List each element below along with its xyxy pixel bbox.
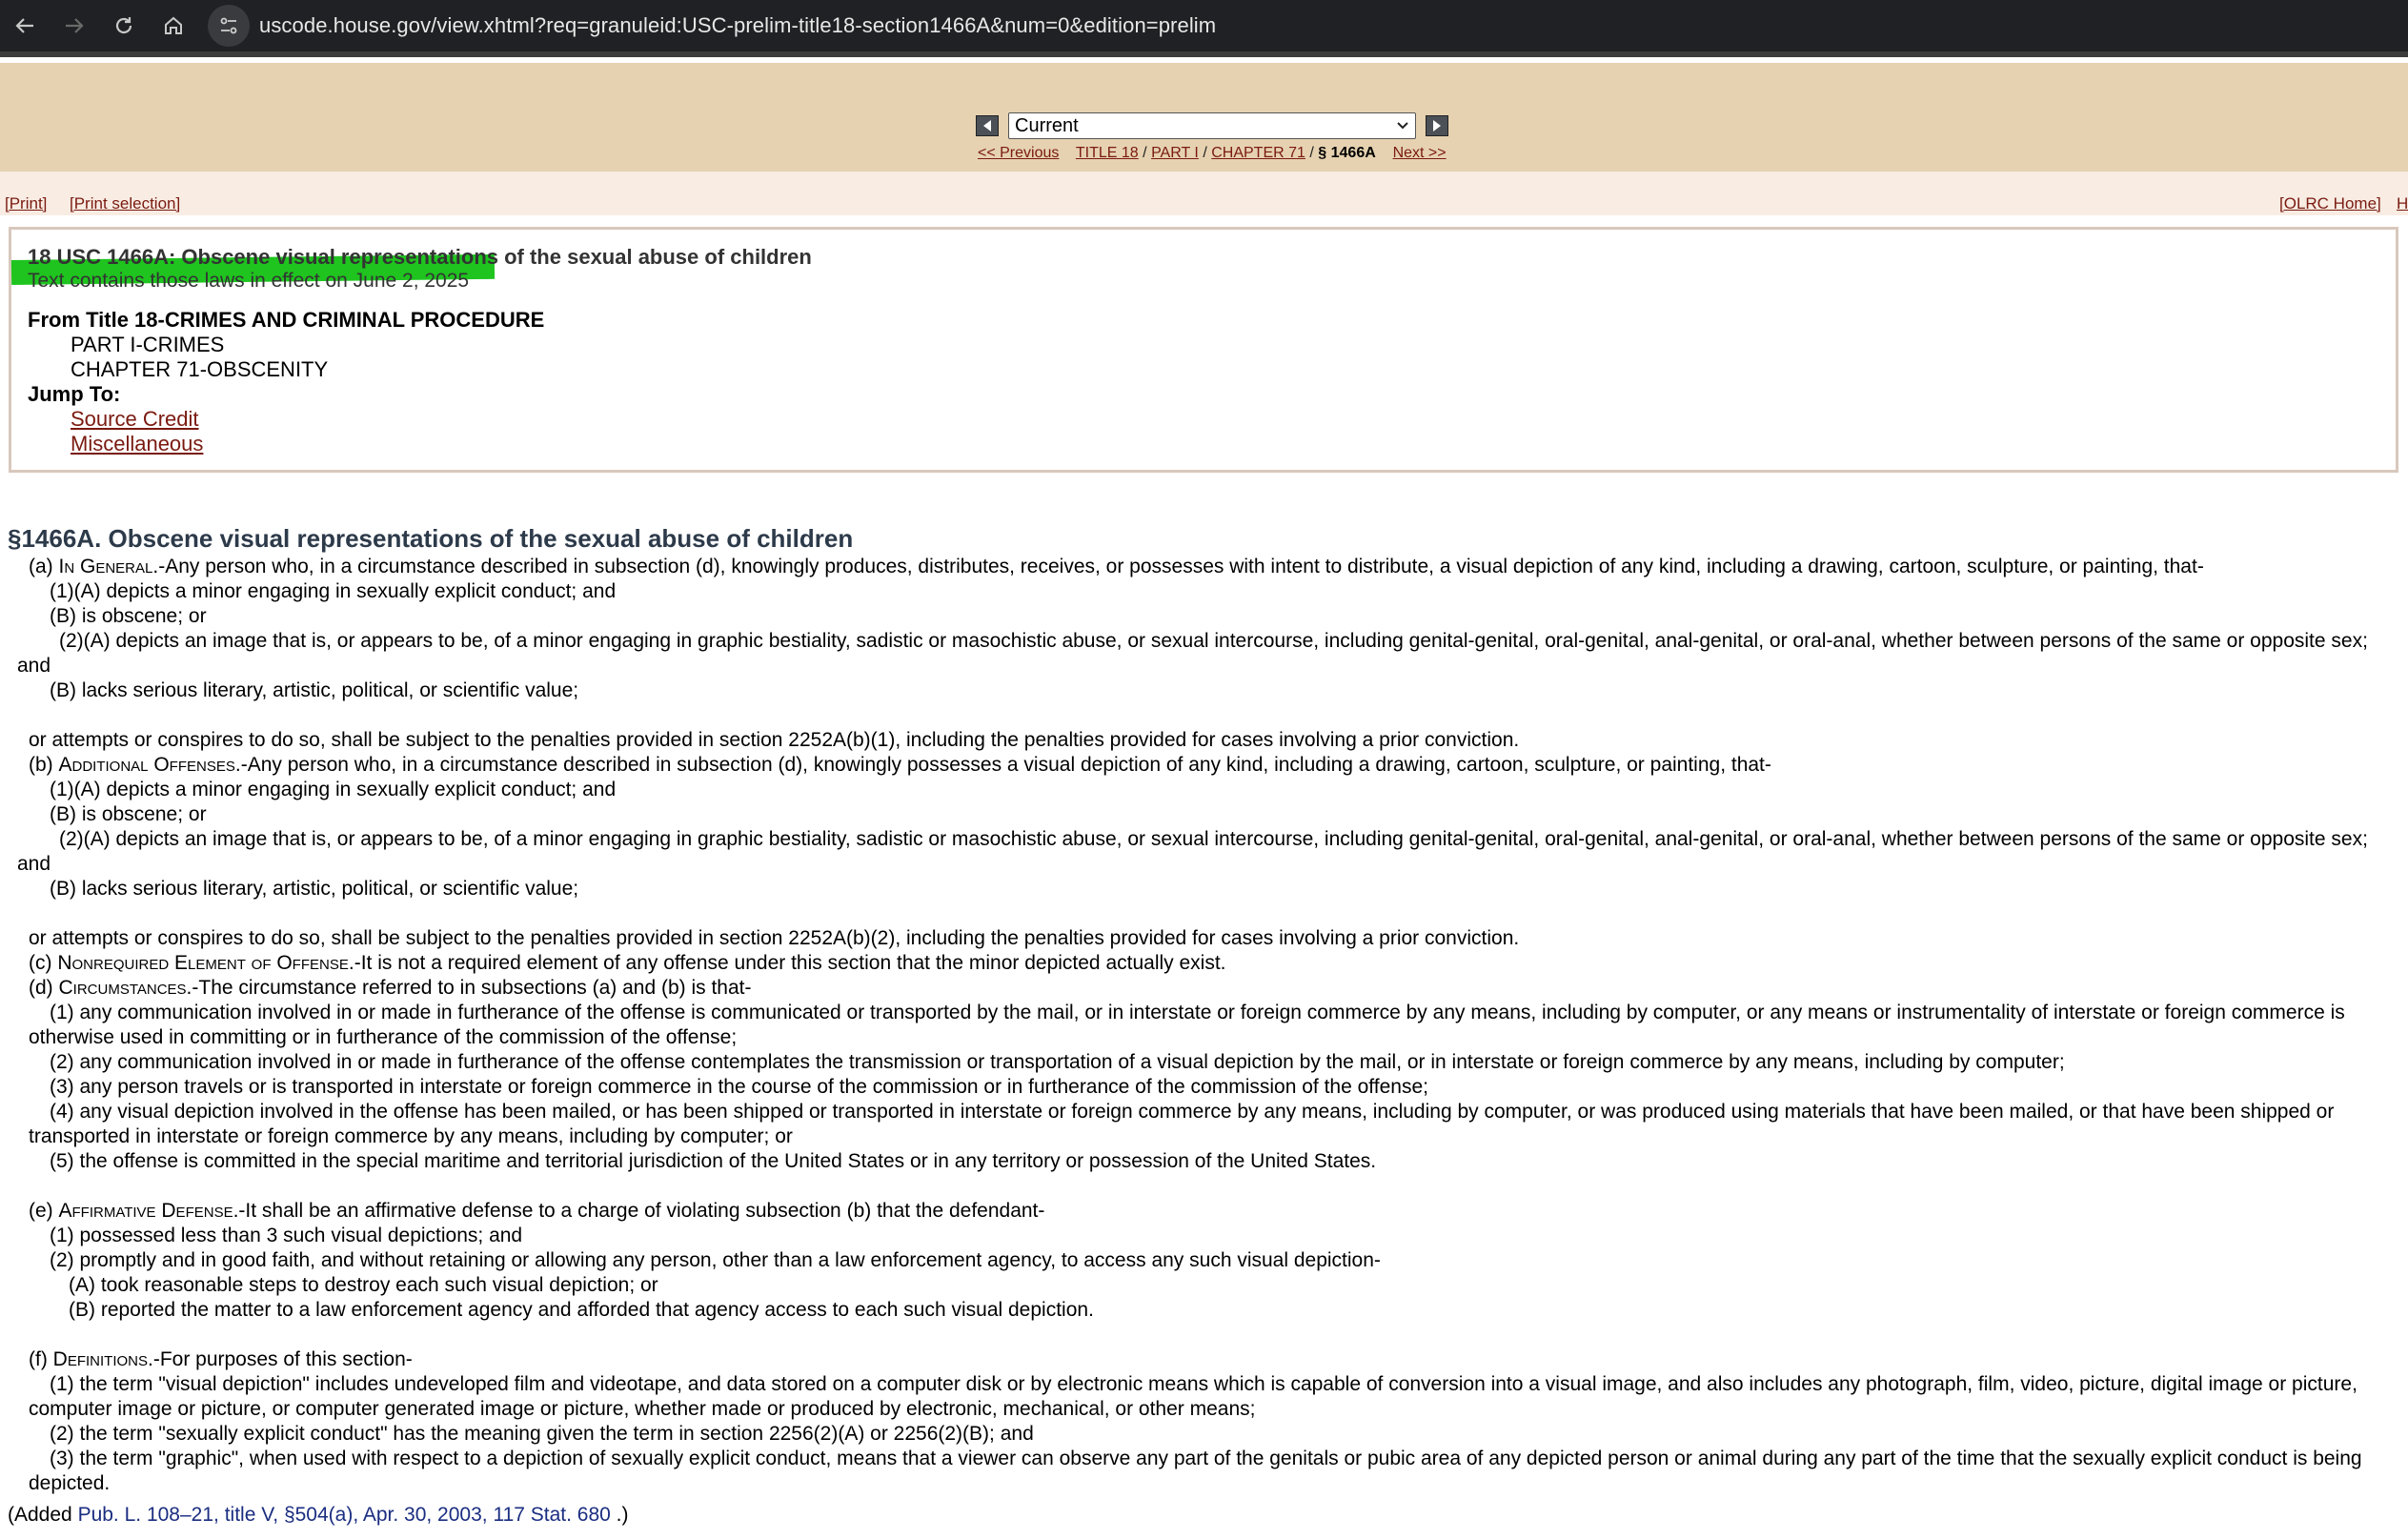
subsection-label: (c) [29, 952, 58, 974]
statute-text [8, 555, 2399, 1496]
subsection-text: -The circumstance referred to in subsections (a) and (b) is that- [192, 977, 752, 999]
chapter-heading: CHAPTER 71-OBSCENITY [71, 357, 329, 381]
source-credit-open: (Added [8, 1504, 78, 1526]
edition-select-value: Current [1015, 114, 1079, 136]
olrc-home-link[interactable]: [OLRC Home] [2279, 194, 2381, 213]
effective-date-note: Text contains those laws in effect on June 2, 2025 [28, 270, 470, 292]
subsection-label: (a) [29, 556, 59, 577]
paragraph: (2) any communication involved in or made in furtherance of the offense contemplates the transmission or transportation of a visual depiction by the mail, or in interstate or foreign commerce by any means, including by computer; [50, 1051, 2065, 1073]
subsection-heading: Definitions. [52, 1348, 153, 1370]
previous-edition-button[interactable] [976, 115, 999, 136]
previous-section-link[interactable]: << Previous [978, 145, 1060, 161]
address-bar[interactable]: uscode.house.gov/view.xhtml?req=granuleid:USC-prelim-title18-section1466A&num=0&edition=prelim [259, 13, 1217, 37]
breadcrumb-separator: / [1143, 145, 1147, 161]
paragraph: (2) the term "sexually explicit conduct" has the meaning given the term in section 2256(2)(A) or 2256(2)(B); and [50, 1423, 1034, 1445]
olrc-header [0, 63, 2408, 172]
subsection-e [8, 1199, 2399, 1224]
subsection-heading: Affirmative Defense. [58, 1200, 239, 1222]
paragraph: (1) the term "visual depiction" includes undeveloped film and videotape, and data stored on a computer disk or by electronic means which is capable of conversion into a visual image, and also includes any photograph, film, video, picture, digital image or picture, computer image or picture, or computer generated image or picture, whether made or produced by electronic, mechanical, or other means; [29, 1373, 2357, 1420]
subsection-b [8, 753, 2399, 778]
paragraph: (4) any visual depiction involved in the offense has been mailed, or has been shipped or transported in interstate or foreign commerce by any means, including by computer, or was produced using materials that have been mailed, or that have been shipped or transported in interstate or foreign commerce by any means, including by computer; or [29, 1101, 2335, 1147]
document-title: 18 USC 1466A: Obscene visual representations of the sexual abuse of children [28, 245, 812, 269]
breadcrumb-current: § 1466A [1318, 145, 1376, 161]
breadcrumb-separator: / [1309, 145, 1314, 161]
next-edition-button[interactable] [1426, 115, 1448, 136]
source-credit [8, 1504, 629, 1527]
subsection-c [8, 951, 2399, 976]
paragraph: (B) lacks serious literary, artistic, political, or scientific value; [50, 679, 579, 701]
subsection-d [8, 976, 2399, 1001]
reload-icon[interactable] [99, 0, 149, 51]
subsection-heading: Nonrequired Element of Offense. [57, 952, 354, 974]
spacer [8, 1174, 2399, 1199]
subsection-heading: Circumstances. [58, 977, 192, 999]
jump-miscellaneous-link[interactable]: Miscellaneous [71, 432, 204, 456]
spacer [8, 901, 2399, 926]
paragraph: (1)(A) depicts a minor engaging in sexually explicit conduct; and [50, 779, 617, 800]
subsection-text: -It shall be an affirmative defense to a charge of violating subsection (b) that the defendant- [238, 1200, 1045, 1222]
breadcrumb-separator: / [1203, 145, 1207, 161]
subsection-heading: In General. [58, 556, 159, 577]
subsection-text: -For purposes of this section- [152, 1348, 413, 1370]
paragraph: (B) is obscene; or [50, 803, 207, 825]
section-heading: §1466A. Obscene visual representations of the sexual abuse of children [8, 524, 854, 553]
breadcrumb-title-link[interactable]: TITLE 18 [1075, 145, 1139, 161]
browser-toolbar [0, 0, 2408, 51]
breadcrumb-part-link[interactable]: PART I [1151, 145, 1199, 161]
back-icon[interactable] [0, 0, 50, 51]
subsection-a [8, 555, 2399, 579]
paragraph: (3) any person travels or is transported in interstate or foreign commerce in the course of the commission or in furtherance of the commission of the offense; [50, 1076, 1428, 1098]
breadcrumb-chapter-link[interactable]: CHAPTER 71 [1211, 145, 1305, 161]
paragraph: (3) the term "graphic", when used with respect to a depiction of sexually explicit conduct, means that a viewer can observe any part of the genitals or pubic area of any depicted person or animal during any part of the time that the sexually explicit conduct is being depicted. [29, 1448, 2362, 1494]
spacer [8, 703, 2399, 728]
breadcrumb [978, 145, 1447, 162]
jump-to-label: Jump To: [28, 382, 121, 406]
subsection-label: (e) [29, 1200, 59, 1222]
subsection-tail: or attempts or conspires to do so, shall be subject to the penalties provided in section 2252A(b)(1), including the penalties provided for cases involving a prior conviction. [29, 729, 1520, 751]
spacer [8, 1323, 2399, 1347]
subparagraph: (B) reported the matter to a law enforcement agency and afforded that agency access to each such visual depiction. [69, 1299, 1094, 1321]
title-heading: From Title 18-CRIMES AND CRIMINAL PROCEDURE [28, 308, 545, 332]
source-credit-close: .) [610, 1504, 629, 1526]
next-section-link[interactable]: Next >> [1392, 145, 1447, 161]
subparagraph: (A) took reasonable steps to destroy each such visual depiction; or [69, 1274, 658, 1296]
paragraph: (1) possessed less than 3 such visual depictions; and [50, 1225, 523, 1246]
paragraph: (5) the offense is committed in the special maritime and territorial jurisdiction of the United States or in any territory or possession of the United States. [50, 1150, 1377, 1172]
subsection-f [8, 1347, 2399, 1372]
print-toolbar [0, 172, 2408, 215]
help-link[interactable]: H [2397, 194, 2408, 213]
paragraph: (2)(A) depicts an image that is, or appears to be, of a minor engaging in graphic bestiality, sadistic or masochistic abuse, or sexual intercourse, including genital-genital, oral-genital, anal-genital, or oral-anal, whether between persons of the same or opposite sex; and [17, 828, 2368, 875]
paragraph: (2)(A) depicts an image that is, or appears to be, of a minor engaging in graphic bestiality, sadistic or masochistic abuse, or sexual intercourse, including genital-genital, oral-genital, anal-genital, or oral-anal, whether between persons of the same or opposite sex; and [17, 630, 2368, 677]
public-law-link[interactable]: Pub. L. 108–21, title V, §504(a), Apr. 30, 2003, 117 Stat. 680 [77, 1504, 611, 1526]
subsection-text: -Any person who, in a circumstance described in subsection (d), knowingly possesses a visual depiction of any kind, including a drawing, cartoon, sculpture, or painting, that- [240, 754, 1771, 776]
forward-icon[interactable] [50, 0, 99, 51]
home-icon[interactable] [149, 0, 198, 51]
paragraph: (B) lacks serious literary, artistic, political, or scientific value; [50, 878, 579, 900]
paragraph: (2) promptly and in good faith, and without retaining or allowing any person, other than a law enforcement agency, to access any such visual depiction- [50, 1249, 1381, 1271]
print-selection-link[interactable]: [Print selection] [70, 194, 181, 213]
jump-source-credit-link[interactable]: Source Credit [71, 407, 199, 431]
edition-select[interactable] [1008, 112, 1416, 139]
paragraph: (B) is obscene; or [50, 605, 207, 627]
subsection-label: (b) [29, 754, 59, 776]
triangle-left-icon [981, 119, 993, 132]
subsection-heading: Additional Offenses. [58, 754, 241, 776]
subsection-text: -Any person who, in a circumstance described in subsection (d), knowingly produces, distributes, receives, or possesses with intent to distribute, a visual depiction of any kind, including a drawing, cartoon, sculpture, or painting, that- [158, 556, 2204, 577]
triangle-right-icon [1431, 119, 1443, 132]
chevron-down-icon [1396, 121, 1409, 131]
subsection-tail: or attempts or conspires to do so, shall be subject to the penalties provided in section 2252A(b)(2), including the penalties provided for cases involving a prior conviction. [29, 927, 1520, 949]
site-info-icon[interactable] [208, 5, 250, 47]
document-info-box [9, 227, 2398, 473]
part-heading: PART I-CRIMES [71, 333, 225, 356]
paragraph: (1) any communication involved in or made in furtherance of the offense is communicated or transported by the mail, or in interstate or foreign commerce by any means, including by computer, or any means or instrumentality of interstate or foreign commerce is otherwise used in committing or in furtherance of the commission of the offense; [29, 1002, 2345, 1048]
subsection-label: (d) [29, 977, 59, 999]
print-link[interactable]: [Print] [5, 194, 48, 213]
edition-selector-row [976, 112, 1448, 139]
paragraph: (1)(A) depicts a minor engaging in sexually explicit conduct; and [50, 580, 617, 602]
subsection-text: -It is not a required element of any offense under this section that the minor depicted actually exist. [354, 952, 1226, 974]
subsection-label: (f) [29, 1348, 53, 1370]
